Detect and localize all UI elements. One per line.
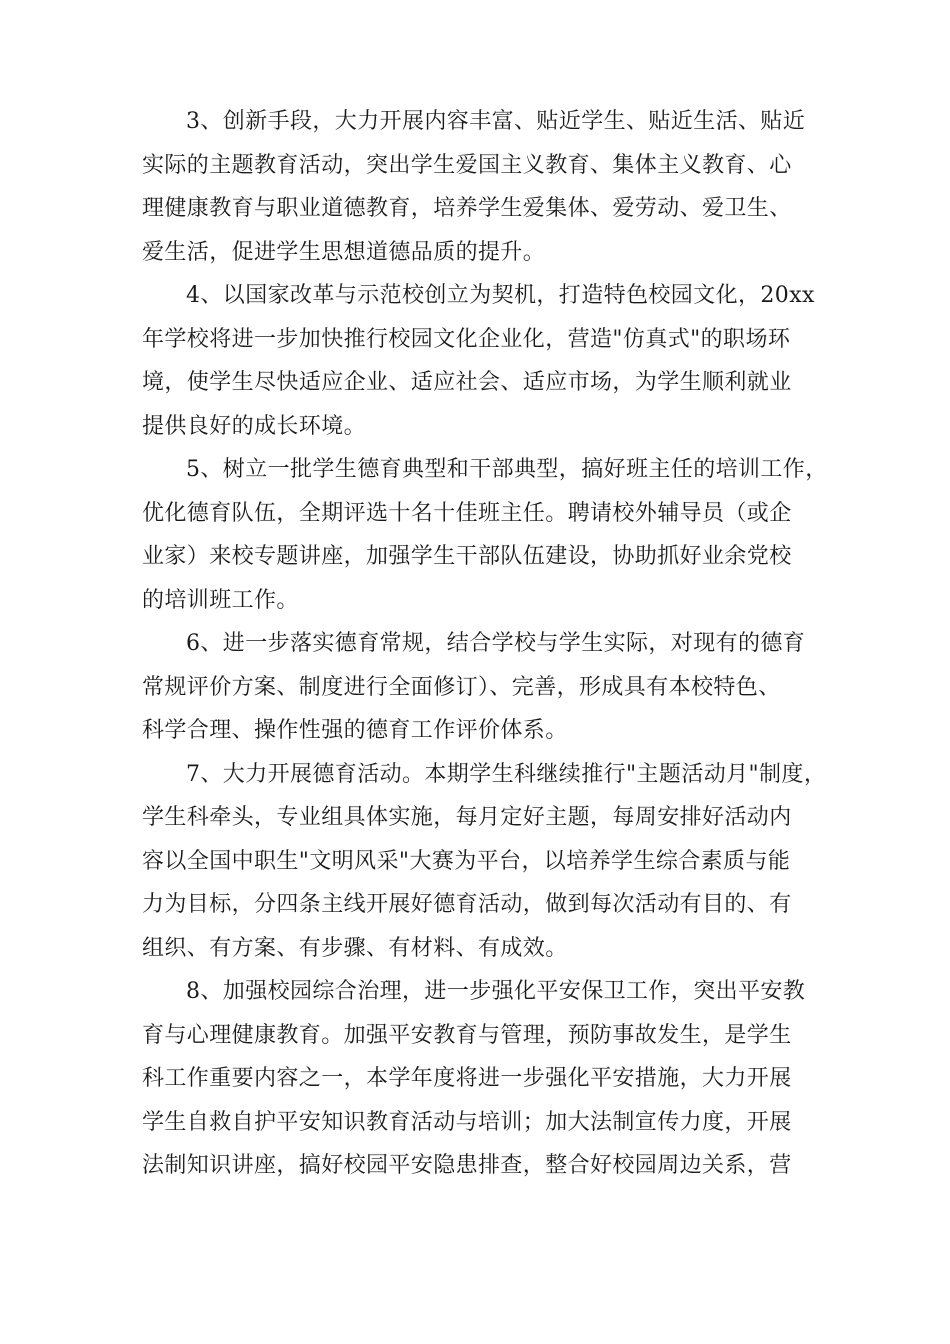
- text-line: 3、创新手段，大力开展内容丰富、贴近学生、贴近生活、贴近: [186, 109, 806, 134]
- text-line: 爱生活，促进学生思想道德品质的提升。: [142, 239, 546, 265]
- text-line: 年学校将进一步加快推行校园文化企业化，营造"仿真式"的职场环: [142, 326, 791, 352]
- text-line: 组织、有方案、有步骤、有材料、有成效。: [142, 935, 568, 961]
- text-line: 学生自救自护平安知识教育活动与培训；加大法制宣传力度，开展: [142, 1109, 792, 1135]
- text-line: 法制知识讲座，搞好校园平安隐患排查，整合好校园周边关系，营: [142, 1153, 792, 1178]
- text-line: 常规评价方案、制度进行全面修订）、完善，形成具有本校特色、: [142, 674, 781, 700]
- text-line: 6、进一步落实德育常规，结合学校与学生实际，对现有的德育: [186, 631, 806, 656]
- document-body: [142, 100, 828, 1188]
- text-line: 科工作重要内容之一，本学年度将进一步强化平安措施，大力开展: [142, 1066, 792, 1091]
- text-line: 力为目标，分四条主线开展好德育活动，做到每次活动有目的、有: [142, 892, 792, 917]
- paragraph-8: [142, 970, 822, 1188]
- paragraph-7: [142, 753, 827, 971]
- text-line: 境，使学生尽快适应企业、适应社会、适应市场，为学生顺利就业: [142, 370, 792, 395]
- text-line: 容以全国中职生"文明风采"大赛为平台，以培养学生综合素质与能: [142, 848, 791, 874]
- text-line: 学生科牵头，专业组具体实施，每月定好主题，每周安排好活动内: [142, 805, 792, 830]
- text-line: 提供良好的成长环境。: [142, 413, 367, 439]
- text-line: 育与心理健康教育。加强平安教育与管理，预防事故发生，是学生: [142, 1022, 792, 1048]
- text-line: 科学合理、操作性强的德育工作评价体系。: [142, 718, 568, 743]
- text-line: 5、树立一批学生德育典型和干部典型，搞好班主任的培训工作，: [186, 457, 828, 482]
- text-line: 实际的主题教育活动，突出学生爱国主义教育、集体主义教育、心: [142, 152, 792, 178]
- paragraph-4: [142, 274, 822, 448]
- text-line: 4、以国家改革与示范校创立为契机，打造特色校园文化，20xx: [186, 283, 815, 308]
- text-line: 优化德育队伍，全期评选十名十佳班主任。聘请校外辅导员（或企: [142, 500, 792, 526]
- text-line: 理健康教育与职业道德教育，培养学生爱集体、爱劳动、爱卫生、: [142, 196, 792, 221]
- text-line: 7、大力开展德育活动。本期学生科继续推行"主题活动月"制度，: [186, 761, 827, 787]
- text-line: 业家）来校专题讲座，加强学生干部队伍建设，协助抓好业余党校: [142, 544, 792, 569]
- text-line: 8、加强校园综合治理，进一步强化平安保卫工作，突出平安教: [186, 979, 806, 1004]
- paragraph-3: [142, 100, 822, 274]
- text-line: 的培训班工作。: [142, 587, 299, 613]
- paragraph-5: [142, 448, 828, 622]
- paragraph-6: [142, 622, 822, 753]
